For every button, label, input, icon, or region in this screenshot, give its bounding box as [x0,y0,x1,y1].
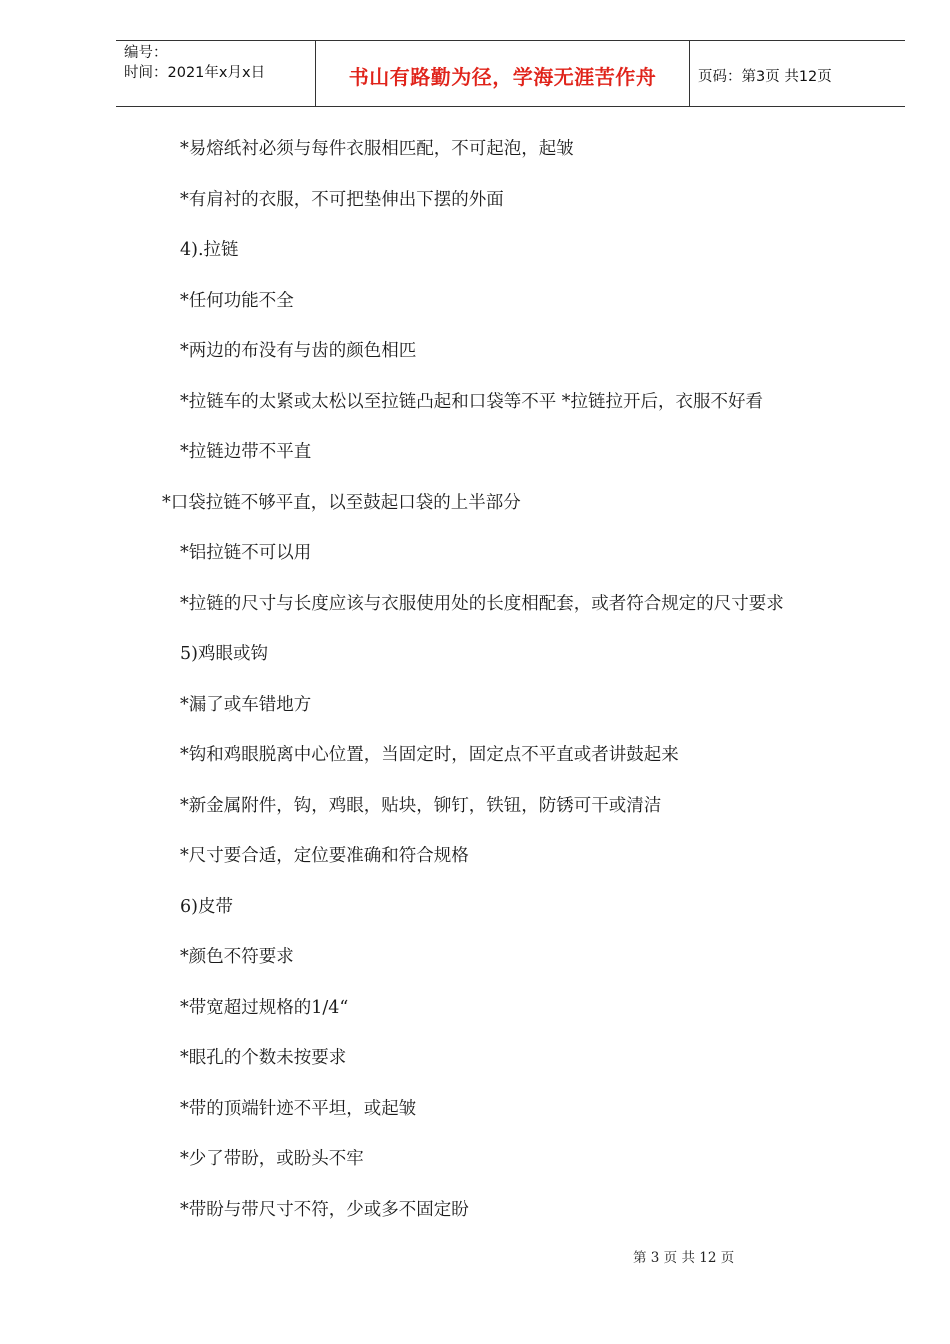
body-line: *拉链的尺寸与长度应该与衣服使用处的长度相配套，或者符合规定的尺寸要求 [180,594,784,614]
body-line: *眼孔的个数未按要求 [180,1048,347,1068]
body-line: *带盼与带尺寸不符，少或多不固定盼 [180,1200,469,1220]
body-line: *漏了或车错地方 [180,695,312,715]
body-line: *口袋拉链不够平直，以至鼓起口袋的上半部分 [162,493,521,513]
body-line: *带宽超过规格的1/4“ [180,998,349,1018]
page-header [116,40,905,107]
page-footer: 第 3 页 共 12 页 [633,1250,735,1266]
body-line: *颜色不符要求 [180,947,294,967]
body-line: *任何功能不全 [180,291,294,311]
section-heading: 6)皮带 [180,897,233,917]
section-heading: 4).拉链 [180,240,239,260]
header-page-label: 页码：第3页 共12页 [698,69,832,85]
body-line: *少了带盼，或盼头不牢 [180,1149,364,1169]
header-date-label: 时间：2021年x月x日 [124,65,266,81]
body-line: *带的顶端针迹不平坦，或起皱 [180,1099,417,1119]
header-serial-label: 编号： [124,45,168,61]
header-meta [116,41,316,106]
body-line: *两边的布没有与齿的颜色相匹 [180,341,417,361]
body-line: *有肩衬的衣服，不可把垫伸出下摆的外面 [180,190,504,210]
body-line: *尺寸要合适，定位要准确和符合规格 [180,846,469,866]
body-line: *易熔纸衬必须与每件衣服相匹配，不可起泡，起皱 [180,139,574,159]
body-line: *拉链边带不平直 [180,442,312,462]
body-line: *铝拉链不可以用 [180,543,312,563]
body-line: *新金属附件，钩，鸡眼，贴块，铆钉，铁钮，防锈可干或清洁 [180,796,662,816]
body-line: *钩和鸡眼脱离中心位置，当固定时，固定点不平直或者讲鼓起来 [180,745,679,765]
section-heading: 5)鸡眼或钩 [180,644,268,664]
header-motto: 书山有路勤为径，学海无涯苦作舟 [316,41,690,106]
body-line: *拉链车的太紧或太松以至拉链凸起和口袋等不平 *拉链拉开后，衣服不好看 [180,392,764,412]
